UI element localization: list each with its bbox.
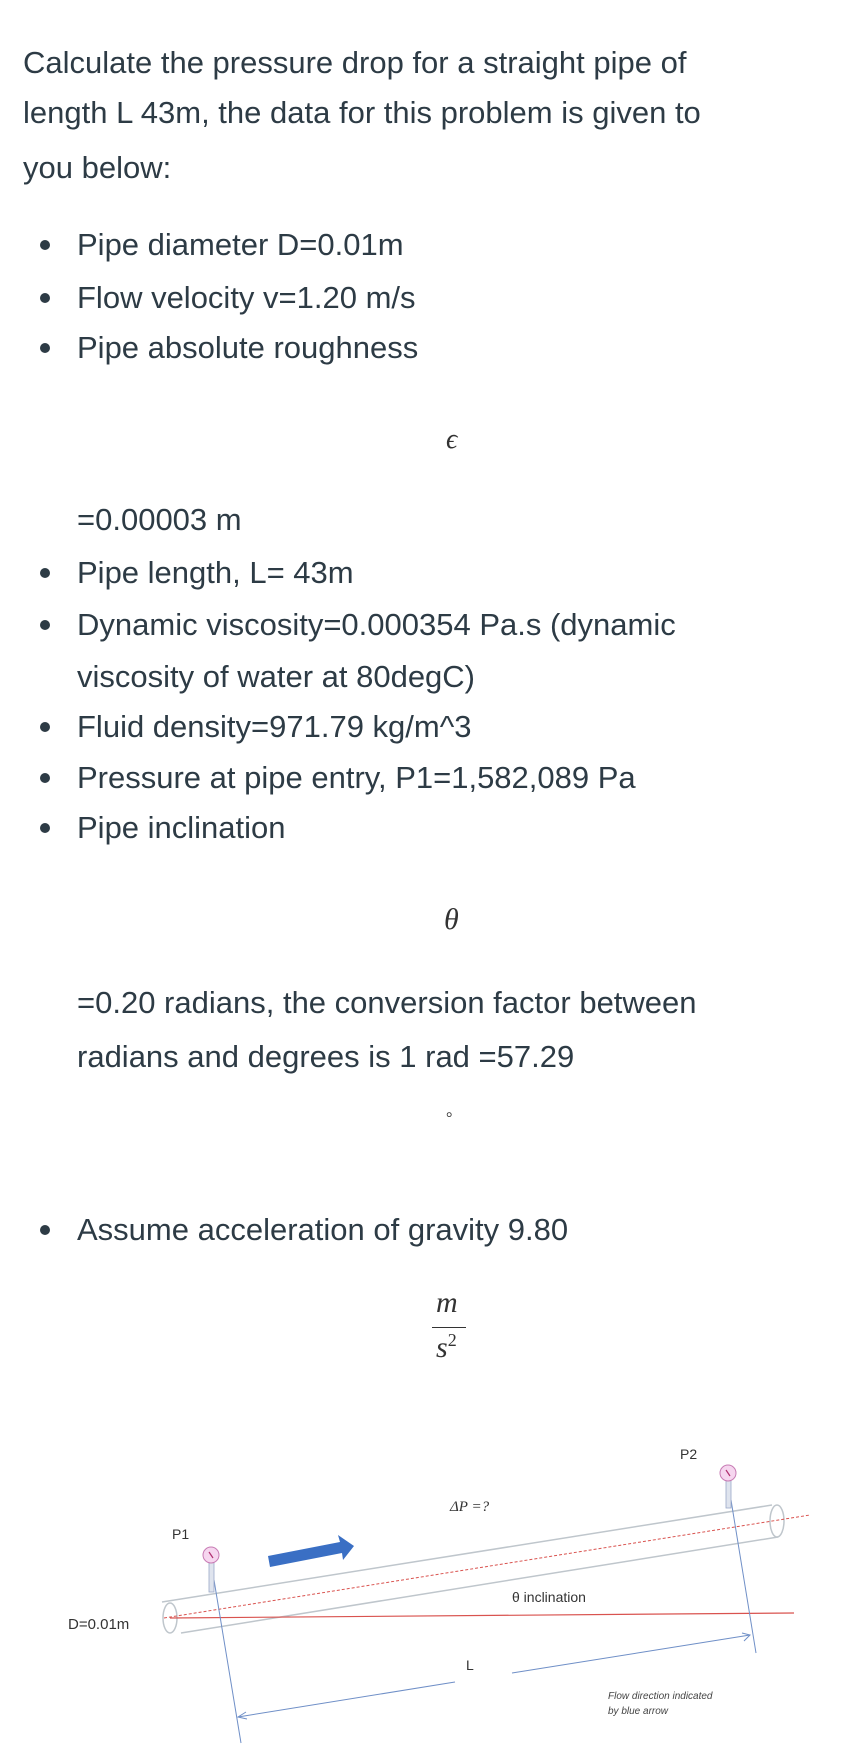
flow-note-line-2: by blue arrow: [608, 1706, 669, 1717]
horizontal-reference-line: [170, 1613, 794, 1618]
bullet: [40, 240, 50, 250]
bullet-roughness: Pipe absolute roughness: [77, 330, 419, 365]
intro-line-3: you below:: [23, 150, 172, 185]
flow-note-line-1: Flow direction indicated: [608, 1691, 713, 1702]
p1-vertical-line: [214, 1580, 241, 1743]
bullet: [40, 568, 50, 578]
bullet-viscosity-cont: viscosity of water at 80degC): [77, 659, 476, 694]
flow-direction-arrow-icon: [268, 1535, 354, 1567]
bullet: [40, 773, 50, 783]
bullet: [40, 620, 50, 630]
denominator-base: s: [436, 1331, 448, 1364]
bullet-length: Pipe length, L= 43m: [77, 555, 354, 590]
bullet-density: Fluid density=971.79 kg/m^3: [77, 709, 472, 744]
p2-gauge-icon: [720, 1465, 736, 1508]
inclination-conversion: radians and degrees is 1 rad =57.29: [77, 1039, 575, 1074]
length-dimension: [238, 1633, 750, 1719]
gravity-unit-denominator: [436, 1330, 457, 1365]
inclination-value: =0.20 radians, the conversion factor between: [77, 985, 697, 1020]
p1-gauge-icon: [203, 1547, 219, 1592]
gravity-unit-numerator: m: [436, 1286, 458, 1319]
fraction-bar: [432, 1327, 466, 1328]
intro-line-1: Calculate the pressure drop for a straight pipe of: [23, 45, 687, 80]
gravity-unit-fraction: [432, 1282, 466, 1372]
bullet: [40, 1225, 50, 1235]
bullet-gravity: Assume acceleration of gravity 9.80: [77, 1212, 569, 1247]
roughness-symbol: ϵ: [446, 424, 458, 455]
inclination-symbol: θ: [444, 903, 459, 936]
bullet: [40, 823, 50, 833]
denominator-exponent: 2: [447, 1330, 457, 1350]
bullet-velocity: Flow velocity v=1.20 m/s: [77, 280, 416, 315]
diameter-label: D=0.01m: [68, 1616, 130, 1633]
bullet-viscosity: Dynamic viscosity=0.000354 Pa.s (dynamic: [77, 607, 676, 642]
roughness-value: =0.00003 m: [77, 502, 242, 537]
bullet: [40, 722, 50, 732]
intro-line-2: length L 43m, the data for this problem is given to: [23, 95, 701, 130]
p2-vertical-line: [731, 1500, 756, 1653]
pipe-diagram: [0, 1420, 854, 1761]
bullet: [40, 343, 50, 353]
inclination-label: θ inclination: [512, 1589, 586, 1605]
bullet-diameter: Pipe diameter D=0.01m: [77, 227, 404, 262]
bullet-inclination: Pipe inclination: [77, 810, 286, 845]
degree-symbol: °: [446, 1110, 453, 1127]
p1-label: P1: [172, 1526, 190, 1542]
bullet-pressure: Pressure at pipe entry, P1=1,582,089 Pa: [77, 760, 636, 795]
pipe-centerline: [164, 1515, 810, 1618]
bullet: [40, 293, 50, 303]
p2-label: P2: [680, 1446, 698, 1462]
length-label: L: [466, 1657, 474, 1673]
delta-p-label: ΔP =?: [450, 1499, 490, 1515]
